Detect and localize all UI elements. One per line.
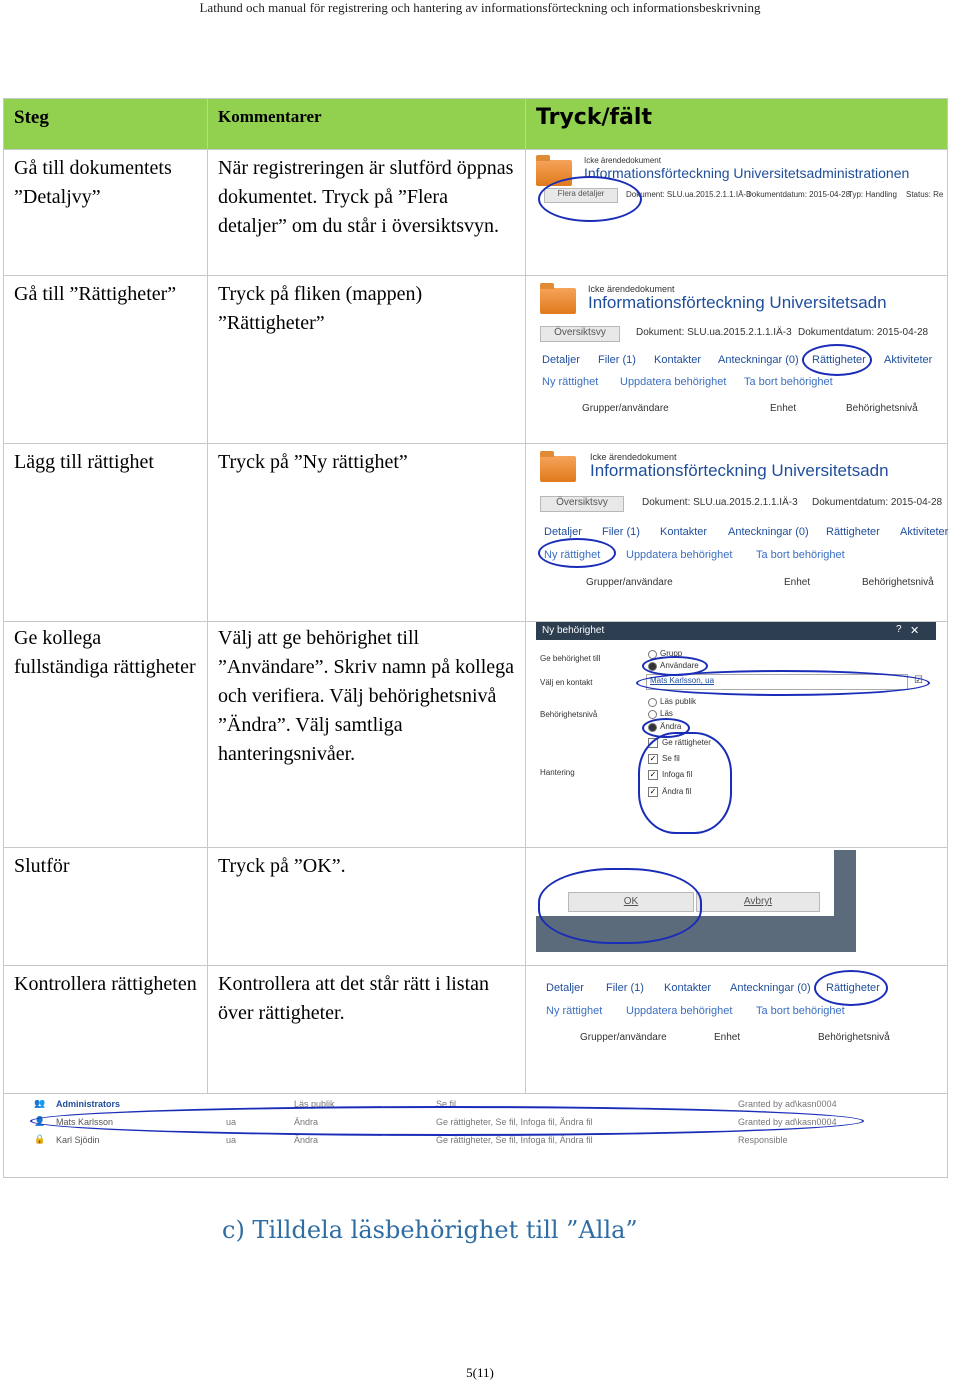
steg-cell: Gå till dokumentets ”Detaljvy” (4, 150, 208, 276)
ny-rattighet-link[interactable]: Ny rättighet (546, 1005, 603, 1017)
screenshot-ok-avbryt (526, 848, 948, 966)
table-row (4, 1094, 948, 1178)
steg-cell: Kontrollera rättigheten (4, 966, 208, 1094)
radio-las[interactable] (648, 710, 657, 719)
pen-circle (636, 670, 930, 696)
check-se-fil[interactable]: ✓ (649, 754, 657, 763)
pen-circle (538, 176, 642, 222)
pen-circle (814, 970, 888, 1006)
pen-circle (538, 868, 702, 944)
steg-cell: Gå till ”Rättigheter” (4, 276, 208, 444)
ta-bort-link[interactable]: Ta bort behörighet (756, 1005, 845, 1017)
tab-filer[interactable]: Filer (1) (598, 354, 636, 366)
tab-kontakter[interactable]: Kontakter (660, 526, 708, 538)
screenshot-detaljvy: Icke ärendedokument Informationsförteckning Universitetsadministrationen Flera detaljer Dokument: SLU.ua.2015.2.1.1.IÄ-3 Dokumentdatum: 2015-04-28 Typ: Handling Status: Re (526, 150, 948, 276)
instruction-table (3, 98, 948, 1178)
table-row (4, 276, 948, 444)
folder-icon (540, 288, 576, 314)
pen-circle (638, 732, 732, 834)
tab-aktiviteter[interactable]: Aktiviteter (884, 354, 933, 366)
kommentar-cell: Tryck på fliken (mappen) ”Rättigheter” (208, 276, 526, 444)
tab-rattigheter[interactable]: Rättigheter (826, 982, 880, 994)
screenshot-rattigheter-list: Detaljer Filer (1) Kontakter Anteckningar (0) Rättigheter Ny rättighet Uppdatera behörighet Ta bort behörighet Grupper/användare Enhet Behörighetsnivå (526, 966, 948, 1094)
ny-rattighet-link[interactable]: Ny rättighet (542, 376, 599, 388)
help-icon[interactable]: ? (896, 624, 902, 635)
page-header: Lathund och manual för registrering och hantering av informationsförteckning och informationsbeskrivning (199, 0, 761, 15)
section-subheading: c) Tilldela läsbehörighet till ”Alla” (222, 1216, 638, 1244)
page-number: 5(11) (466, 1365, 494, 1380)
header-tryck-falt: Tryck/fält (526, 99, 948, 150)
tab-detaljer[interactable]: Detaljer (542, 354, 580, 366)
steg-cell: Lägg till rättighet (4, 444, 208, 622)
kommentar-cell: Kontrollera att det står rätt i listan över rättigheter. (208, 966, 526, 1094)
tab-filer[interactable]: Filer (1) (602, 526, 640, 538)
oversiktsvy-button[interactable]: Översiktsvy (540, 326, 620, 342)
screenshot-ny-rattighet: Icke ärendedokument Informationsförteckning Universitetsadn Översiktsvy Dokument: SLU.ua.2015.2.1.1.IÄ-3 Dokumentdatum: 2015-04-28 Detaljer Filer (1) Kontakter Anteckningar (0) Rättigheter Aktiviteter Ny rättighet Uppdatera behörighet Ta bort behörighet Grupper/användare Enhet Behörighetsnivå (526, 444, 948, 622)
radio-las-publik[interactable] (648, 698, 657, 707)
kommentar-cell: Tryck på ”OK”. (208, 848, 526, 966)
avbryt-button[interactable]: Avbryt (696, 892, 820, 912)
table-row (4, 444, 948, 622)
header-steg: Steg (4, 99, 208, 150)
pen-circle (538, 538, 616, 568)
oversiktsvy-button[interactable]: Översiktsvy (540, 496, 624, 512)
tab-anteckningar[interactable]: Anteckningar (0) (718, 354, 799, 366)
uppdatera-link[interactable]: Uppdatera behörighet (620, 376, 727, 388)
tab-aktiviteter[interactable]: Aktiviteter (900, 526, 949, 538)
tab-rattigheter[interactable]: Rättigheter (812, 354, 866, 366)
uppdatera-link[interactable]: Uppdatera behörighet (626, 1005, 733, 1017)
ny-rattighet-link[interactable]: Ny rättighet (544, 549, 601, 561)
flera-detaljer-button[interactable]: Flera detaljer (544, 188, 618, 203)
screenshot-ny-behorighet-dialog: Ny behörighet ✕ ? Ge behörighet till Grupp Användare Välj en kontakt Mats Karlsson, ua ☑ Behörighetsnivå Läs publik Läs Ändra Hantering ✓ Ge rättigheter ✓ Se fil ✓ Infoga fil ✓ Ändra fil (526, 622, 948, 848)
ok-button[interactable]: OK (568, 892, 694, 912)
screenshot-rights-list: 👥 Administrators Läs publik Se fil Granted by ad\kasn0004 👤 Mats Karlsson ua Ändra Ge rättigheter, Se fil, Infoga fil, Ändra fil Granted by ad\kasn0004 🔒 Karl Sjödin ua Ändra Ge rättigheter, Se fil, Infoga fil, Ändra fil Responsible (4, 1094, 948, 1178)
lock-icon: 🔒 (34, 1134, 46, 1144)
check-andra-fil[interactable]: ✓ (649, 787, 657, 796)
tab-rattigheter[interactable]: Rättigheter (826, 526, 880, 538)
pen-circle (802, 344, 872, 376)
ta-bort-link[interactable]: Ta bort behörighet (744, 376, 833, 388)
document-title: Informationsförteckning Universitetsadministrationen (584, 165, 910, 181)
table-row (4, 150, 948, 276)
steg-cell: Ge kollega fullständiga rättigheter (4, 622, 208, 848)
screenshot-rattigheter-tab: Icke ärendedokument Informationsförteckning Universitetsadn Översiktsvy Dokument: SLU.ua.2015.2.1.1.IÄ-3 Dokumentdatum: 2015-04-28 Detaljer Filer (1) Kontakter Anteckningar (0) Rättigheter Aktiviteter Ny rättighet Uppdatera behörighet Ta bort behörighet Grupper/användare Enhet Behörighetsnivå (526, 276, 948, 444)
uppdatera-link[interactable]: Uppdatera behörighet (626, 549, 733, 561)
dialog-title: Ny behörighet (542, 625, 605, 636)
check-ge-rattigheter[interactable]: ✓ (649, 738, 657, 747)
tab-kontakter[interactable]: Kontakter (654, 354, 702, 366)
table-row (4, 848, 948, 966)
tab-anteckningar[interactable]: Anteckningar (0) (728, 526, 809, 538)
pen-circle (30, 1106, 864, 1136)
steg-cell: Slutför (4, 848, 208, 966)
kommentar-cell: Tryck på ”Ny rättighet” (208, 444, 526, 622)
header-kommentarer: Kommentarer (208, 99, 526, 150)
tab-filer[interactable]: Filer (1) (606, 982, 644, 994)
close-icon[interactable]: ✕ (910, 625, 920, 637)
kommentar-cell: Välj att ge behörighet till ”Användare”. Skriv namn på kollega och verifiera. Välj behörighetsnivå ”Ändra”. Välj samtliga hanteringsnivåer. (208, 622, 526, 848)
verify-icon[interactable]: ☑ (914, 675, 923, 686)
tab-detaljer[interactable]: Detaljer (546, 982, 584, 994)
user-icon: 👥 (34, 1098, 46, 1108)
table-header-row (4, 99, 948, 150)
folder-icon (540, 456, 576, 482)
tab-kontakter[interactable]: Kontakter (664, 982, 712, 994)
ta-bort-link[interactable]: Ta bort behörighet (756, 549, 845, 561)
kommentar-cell: När registreringen är slutförd öppnas dokumentet. Tryck på ”Flera detaljer” om du står i översiktsvyn. (208, 150, 526, 276)
table-row (4, 622, 948, 848)
check-infoga-fil[interactable]: ✓ (649, 770, 657, 779)
user-icon: 👤 (34, 1116, 46, 1126)
tab-anteckningar[interactable]: Anteckningar (0) (730, 982, 811, 994)
table-row (4, 966, 948, 1094)
tab-detaljer[interactable]: Detaljer (544, 526, 582, 538)
